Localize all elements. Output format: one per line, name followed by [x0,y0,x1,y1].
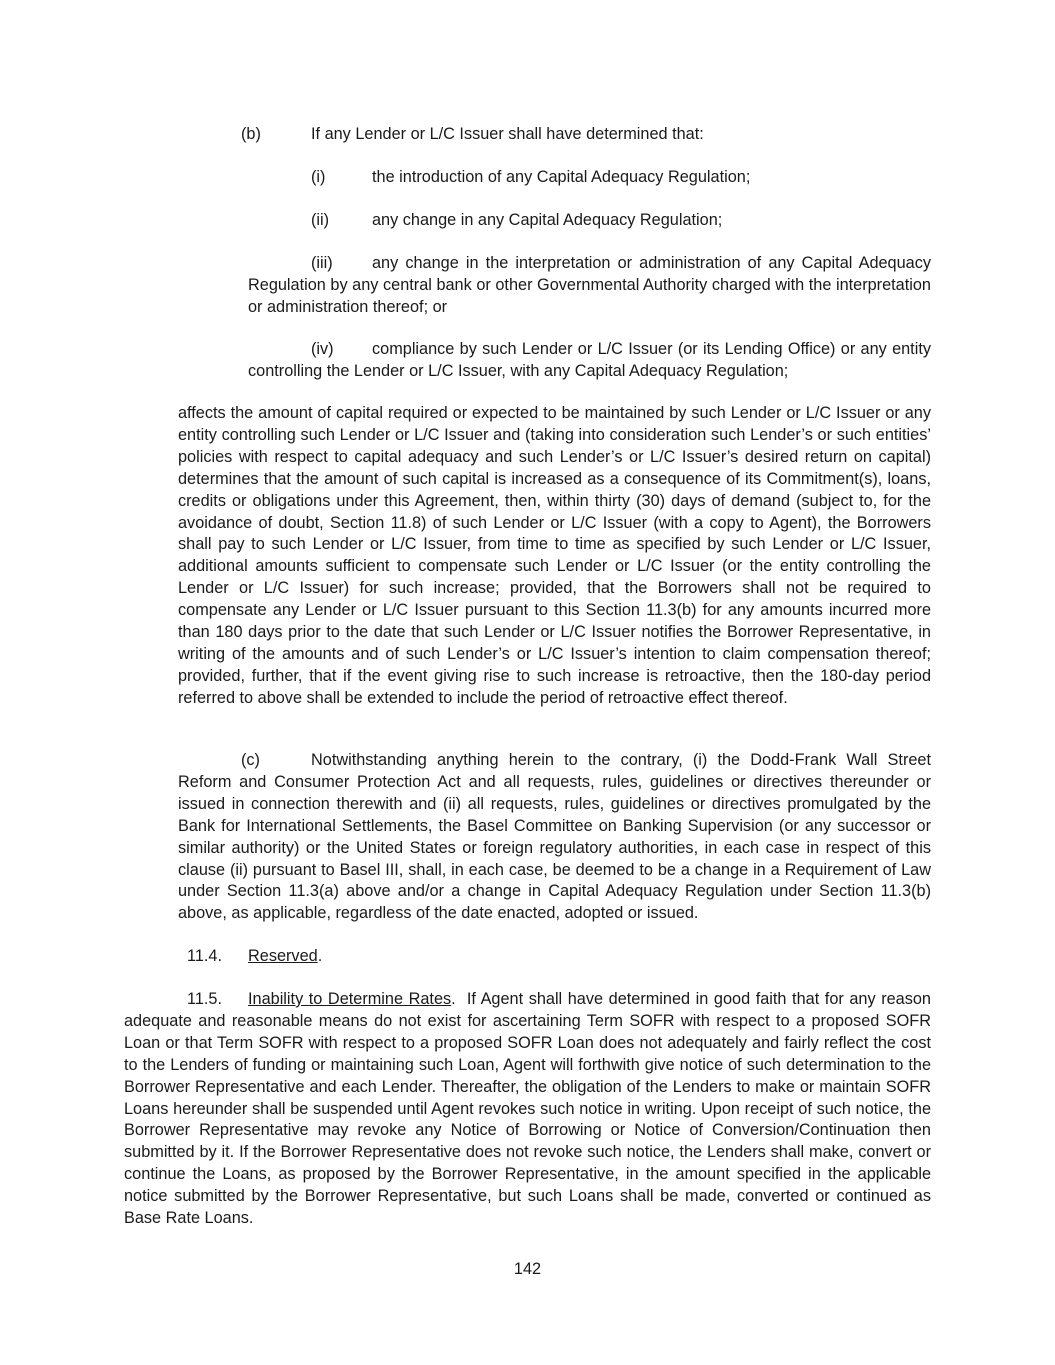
section-11-5-title: Inability to Determine Rates [248,990,452,1008]
item-i-num: (i) [311,168,326,186]
page-number: 142 [513,1260,542,1278]
item-ii-num: (ii) [311,211,330,229]
item-iii-text: any change in the interpretation or administration of any Capital Adequacy Regulation by any central bank or other Governmental Authority charged with the interpretation or administration thereof; or [248,254,931,316]
section-b-label: (b) [241,125,261,143]
item-iii-num: (iii) [311,254,333,272]
section-11-5 [124,989,931,1230]
item-iv-num: (iv) [311,340,334,358]
section-b-text: If any Lender or L/C Issuer shall have determined that: [311,125,704,143]
section-c-label: (c) [241,751,260,769]
section-b-intro [241,124,941,146]
section-c [178,750,931,925]
section-11-4-period: . [317,947,323,965]
section-11-5-period: . [451,990,456,1008]
section-b-item-i [311,167,941,189]
item-i-text: the introduction of any Capital Adequacy Regulation; [372,168,751,186]
section-c-text: Notwithstanding anything herein to the contrary, (i) the Dodd-Frank Wall Street Reform and Consumer Protection Act and all requests, rules, guidelines or directives thereunder or issued in connection therewith and (ii) all requests, rules, guidelines or directives promulgated by the Bank for International Settlements, the Basel Committee on Banking Supervision (or any successor or similar authority) or the United States or foreign regulatory authorities, in each case in respect of this clause (ii) pursuant to Basel III, shall, in each case, be deemed to be a change in a Requirement of Law under Section 11.3(a) above and/or a change in Capital Adequacy Regulation under Section 11.3(b) above, as applicable, regardless of the date enacted, adopted or issued. [178,751,931,923]
section-11-4-num: 11.4. [187,947,223,965]
item-iv-text: compliance by such Lender or L/C Issuer (or its Lending Office) or any entity controlling the Lender or L/C Issuer, with any Capital Adequacy Regulation; [248,340,931,380]
section-11-5-text: If Agent shall have determined in good faith that for any reason adequate and reasonable means do not exist for ascertaining Term SOFR with respect to a proposed SOFR Loan or that Term SOFR with respect to a proposed SOFR Loan does not adequately and fairly reflect the cost to the Lenders of funding or maintaining such Loan, Agent will forthwith give notice of such determination to the Borrower Representative and each Lender. Thereafter, the obligation of the Lenders to make or maintain SOFR Loans hereunder shall be suspended until Agent revokes such notice in writing. Upon receipt of such notice, the Borrower Representative may revoke any Notice of Borrowing or Notice of Conversion/Continuation then submitted by it. If the Borrower Representative does not revoke such notice, the Lenders shall make, convert or continue the Loans, as proposed by the Borrower Representative, in the amount specified in the applicable notice submitted by the Borrower Representative, but such Loans shall be made, converted or continued as Base Rate Loans. [124,990,931,1228]
section-11-4-title: Reserved [248,947,318,965]
section-11-5-num: 11.5. [187,990,223,1008]
item-ii-text: any change in any Capital Adequacy Regulation; [372,211,723,229]
section-b-item-iii [248,253,931,319]
section-11-4 [187,946,887,968]
section-b-item-iv [248,339,931,383]
section-b-consequence: affects the amount of capital required or expected to be maintained by such Lender or L/C Issuer or any entity controlling such Lender or L/C Issuer and (taking into consideration such Lender’s or such entities’ policies with respect to capital adequacy and such Lender’s or L/C Issuer’s desired return on capital) determines that the amount of such capital is increased as a consequence of its Commitment(s), loans, credits or obligations under this Agreement, then, within thirty (30) days of demand (subject to, for the avoidance of doubt, Section 11.8) of such Lender or L/C Issuer (with a copy to Agent), the Borrowers shall pay to such Lender or L/C Issuer, from time to time as specified by such Lender or L/C Issuer, additional amounts sufficient to compensate such Lender or L/C Issuer (or the entity controlling the Lender or L/C Issuer) for such increase; provided, that the Borrowers shall not be required to compensate any Lender or L/C Issuer pursuant to this Section 11.3(b) for any amounts incurred more than 180 days prior to the date that such Lender or L/C Issuer notifies the Borrower Representative, in writing of the amounts and of such Lender’s or L/C Issuer’s intention to claim compensation thereof; provided, further, that if the event giving rise to such increase is retroactive, then the 180-day period referred to above shall be extended to include the period of retroactive effect thereof. [178,404,931,707]
section-b-item-ii [311,210,941,232]
